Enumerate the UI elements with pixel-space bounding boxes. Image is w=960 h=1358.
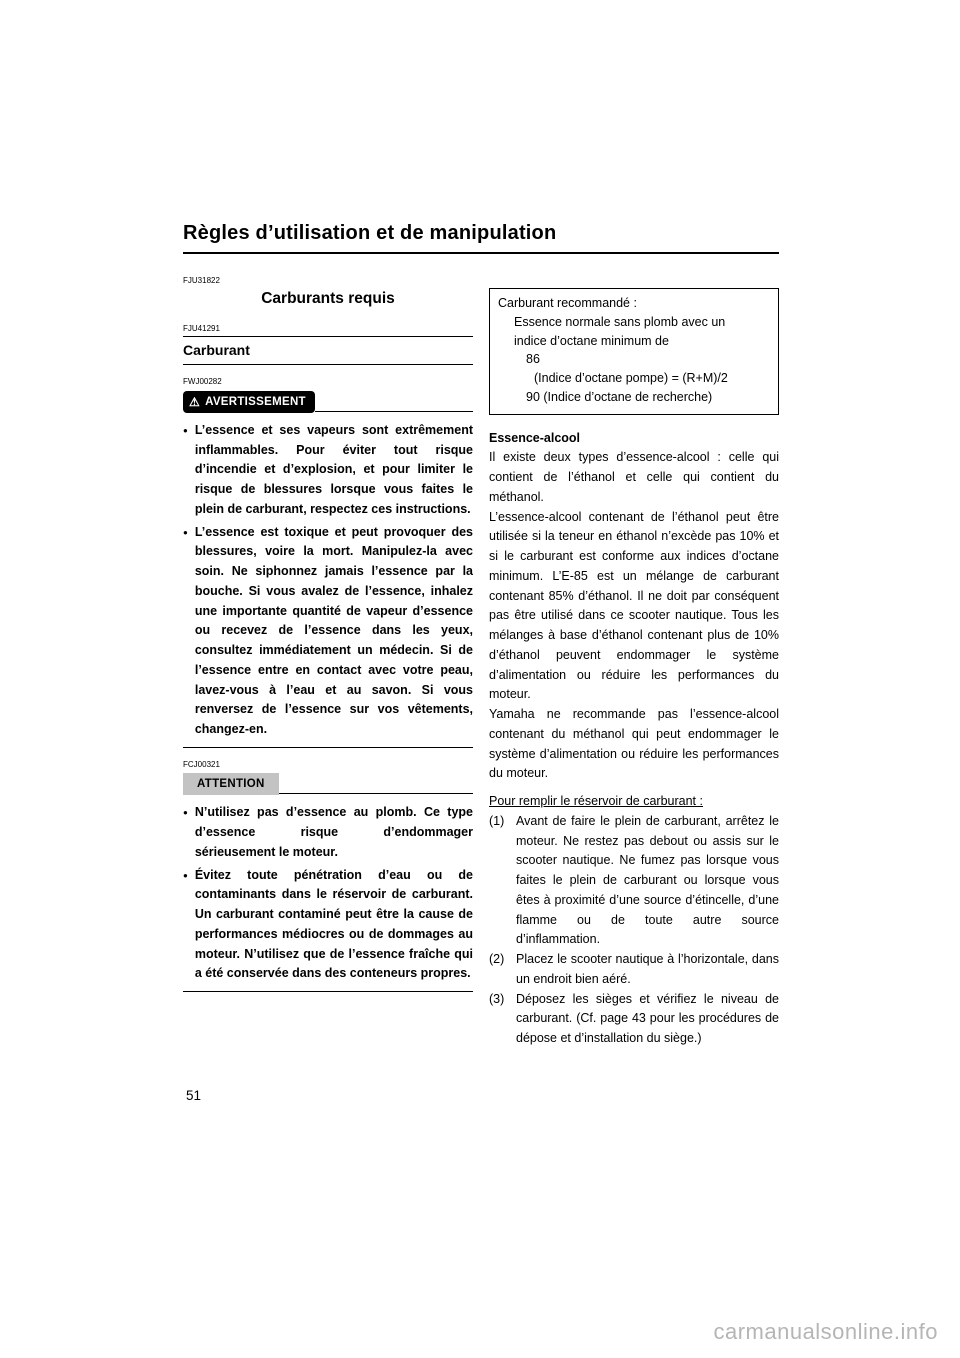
warning-header — [183, 391, 473, 413]
attention-label — [183, 773, 279, 795]
warning-triangle-icon: ⚠ — [189, 394, 201, 409]
step-number: (3) — [489, 991, 505, 1006]
section-end-rule — [183, 991, 473, 992]
recommended-fuel-box — [489, 288, 779, 415]
body-paragraph: Yamaha ne recommande pas l’essence-alcool contenant du méthanol qui peut endommager le système d’alimentation ou réduire les performances du moteur. — [489, 707, 779, 781]
fuel-box-line: (Indice d’octane pompe) = (R+M)/2 — [534, 371, 728, 385]
fuel-box-line: Essence normale sans plomb avec un — [514, 314, 726, 329]
warning-bullet — [183, 523, 473, 740]
step-number: (2) — [489, 952, 505, 966]
attention-header — [183, 773, 473, 795]
attention-bullet-text: Évitez toute pénétration d’eau ou de contaminants dans le réservoir de carburant. Un carburant contaminé peut être la cause de performances médiocres ou de dommages au moteur. N’utilisez que de l’essence fraîche qui a été conservée dans des conteneurs propres. — [194, 867, 473, 981]
bullet-icon: ● — [183, 870, 188, 880]
warning-bullet — [183, 421, 473, 520]
right-column — [489, 274, 779, 1049]
attention-bullet — [183, 866, 473, 985]
warning-label — [183, 391, 315, 413]
ref-code: FWJ00282 — [183, 377, 222, 387]
watermark: carmanualsonline.info — [713, 1319, 938, 1344]
body-paragraph: L’essence-alcool contenant de l’éthanol peut être utilisée si la teneur en éthanol n’excède pas 10% et si le carburant est conforme aux indices d’octane minimum. L’E-85 est un mélange de carburant contenant 85% d’éthanol. Il ne doit par conséquent pas être utilisé dans ce scooter nautique. Tous les mélanges à base d’éthanol contenant plus de 10% d’éthanol peuvent endommager le système d’alimentation ou réduire les performances du moteur. — [489, 509, 779, 702]
attention-label-text: ATTENTION — [197, 778, 265, 791]
attention-bullet-text: N’utilisez pas d’essence au plomb. Ce type d’essence risque d’endommager sérieusement le moteur. — [194, 805, 473, 859]
fill-procedure-heading: Pour remplir le réservoir de carburant : — [489, 794, 703, 808]
procedure-step — [489, 812, 779, 950]
bullet-icon: ● — [183, 425, 188, 435]
attention-bullet — [183, 803, 473, 862]
body-paragraph: Il existe deux types d’essence-alcool : celle qui contient de l’éthanol et celle qui contient du méthanol. — [489, 450, 779, 504]
bullet-icon: ● — [183, 808, 188, 818]
fuel-box-line: 86 — [526, 352, 540, 367]
subsection-heading-carburant: Carburant — [183, 336, 473, 365]
warning-bullet-text: L’essence et ses vapeurs sont extrêmement inflammables. Pour éviter tout risque d’incendie et d’explosion, et pour limiter le risque de blessures lorsque vous faites le plein de carburant, respectez ces instructions. — [194, 422, 473, 516]
page-title: Règles d’utilisation et de manipulation — [183, 222, 779, 254]
step-number: (1) — [489, 813, 505, 828]
ref-code: FJU41291 — [183, 323, 220, 333]
essence-alcool-heading: Essence-alcool — [489, 430, 581, 445]
warning-bullet-text: L’essence est toxique et peut provoquer des blessures, voire la mort. Manipulez-la avec soin. Ne siphonnez jamais l’essence par la bouche. Si vous avalez de l’essence, inhalez une importante quantité de vapeur d’essence ou recevez de l’essence dans les yeux, consultez immédiatement un médecin. Si de l’essence entre en contact avec votre peau, lavez-vous à l’eau et au savon. Si vous renversez de l’essence sur vos vêtements, changez-en. — [194, 524, 473, 737]
fuel-box-line: 90 (Indice d’octane de recherche) — [526, 389, 713, 404]
section-end-rule — [183, 747, 473, 748]
rule-line — [279, 793, 473, 794]
two-column-layout — [183, 274, 779, 1049]
ref-code: FJU31822 — [183, 276, 220, 285]
step-text: Placez le scooter nautique à l’horizontale, dans un endroit bien aéré. — [516, 952, 779, 986]
left-column — [183, 274, 473, 1049]
procedure-step — [489, 950, 779, 990]
page-number: 51 — [186, 1088, 202, 1103]
section-heading-carburants-requis: Carburants requis — [261, 290, 395, 308]
page-content — [183, 222, 779, 1049]
fuel-box-line: Carburant recommandé : — [498, 296, 637, 310]
procedure-step — [489, 990, 779, 1049]
fuel-box-line: indice d’octane minimum de — [514, 333, 669, 348]
rule-line — [315, 411, 473, 412]
step-text: Avant de faire le plein de carburant, arrêtez le moteur. Ne restez pas debout ou assis sur le scooter nautique. Ne fumez pas lorsque vous faites le plein de carburant ou lorsque vous êtes à proximité d’une source d’étincelle, d’une flamme ou de toute autre source d’inflammation. — [516, 813, 779, 947]
bullet-icon: ● — [183, 527, 188, 537]
step-text: Déposez les sièges et vérifiez le niveau de carburant. (Cf. page 43 pour les procédures de dépose et d’installation du siège.) — [516, 991, 779, 1045]
ref-code: FCJ00321 — [183, 759, 220, 769]
warning-label-text: AVERTISSEMENT — [205, 395, 306, 408]
